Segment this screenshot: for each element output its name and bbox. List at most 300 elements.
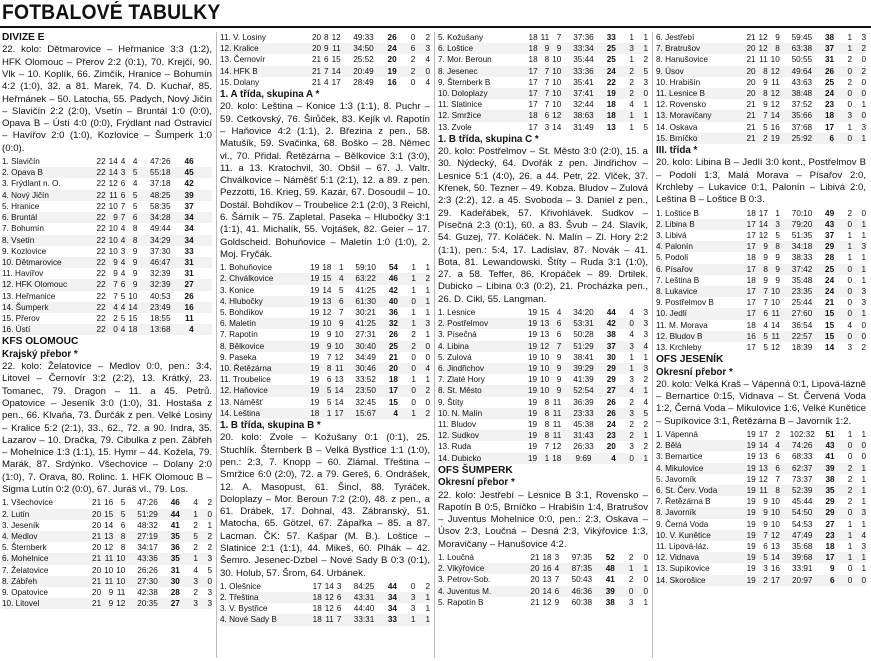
- losses: 7: [338, 307, 344, 317]
- team-name: 5. Šternberk: [2, 543, 47, 553]
- team-name: 3. Jeseník: [2, 520, 40, 530]
- table-row: [2, 268, 212, 279]
- wins: 1: [322, 408, 334, 419]
- score: 37:36: [573, 33, 594, 42]
- table-row: [220, 262, 430, 273]
- table-row: [2, 212, 212, 223]
- points: 24: [821, 88, 838, 99]
- losses: 9: [132, 269, 138, 279]
- draws: 3: [121, 167, 129, 178]
- losses: 6: [556, 330, 562, 340]
- score: 32:45: [355, 397, 376, 407]
- losses: 6: [128, 212, 140, 223]
- points: 18: [388, 375, 398, 385]
- team-name: 9. Opatovice: [2, 587, 48, 597]
- losses: 9: [771, 264, 783, 275]
- wins: 11: [104, 553, 116, 564]
- points: 22: [606, 77, 616, 87]
- bonus-a: 1: [838, 241, 852, 252]
- wins: 5: [759, 331, 771, 342]
- bonus-b: 2: [643, 55, 648, 65]
- score: 40:53: [150, 291, 171, 301]
- bonus-b: 3: [634, 318, 648, 329]
- losses: 14: [334, 385, 346, 396]
- losses: 14: [771, 552, 783, 563]
- bonus-a: 1: [620, 363, 634, 374]
- wins: 9: [763, 497, 768, 507]
- table-row: [220, 32, 430, 43]
- wins: 6: [541, 110, 553, 121]
- bonus-b: 1: [861, 519, 866, 529]
- points: 15: [388, 397, 398, 407]
- score: 37:41: [564, 88, 602, 99]
- table-row: [2, 156, 212, 167]
- team-name: 6. Jestřebí: [656, 33, 695, 42]
- team-name: 12. Vidnava: [656, 552, 747, 563]
- losses: 4: [132, 179, 138, 189]
- points: 43: [821, 219, 838, 230]
- matches-played: 17: [529, 66, 541, 77]
- matches-played: 19: [527, 375, 538, 385]
- points: 41: [170, 520, 180, 530]
- matches-played: 19: [527, 330, 538, 340]
- losses: 4: [334, 273, 346, 284]
- losses: 6: [336, 604, 342, 614]
- points: 39: [822, 463, 839, 474]
- bonus-b: 1: [852, 133, 866, 144]
- bonus-b: 0: [643, 553, 648, 563]
- team-name: 14. Dubicko: [438, 453, 528, 464]
- points: 16: [180, 302, 197, 313]
- draws: 6: [120, 179, 126, 189]
- wins: 8: [540, 430, 552, 441]
- matches-played: 19: [747, 440, 759, 451]
- wins: 6: [324, 55, 329, 65]
- losses: 17: [331, 77, 341, 87]
- score: 35:41: [573, 77, 594, 87]
- wins: 5: [763, 122, 768, 132]
- bonus-a: 2: [193, 587, 198, 597]
- table-row: [656, 275, 866, 286]
- score: 61:30: [347, 296, 385, 307]
- table-row: [220, 385, 430, 396]
- losses: 12: [771, 66, 783, 77]
- score: 49:44: [150, 224, 171, 234]
- bonus-b: 1: [634, 385, 648, 396]
- team-name: 6. St. Červ. Voda: [656, 485, 747, 496]
- team-name: 13. Černovír: [220, 55, 266, 65]
- points: 48: [601, 563, 618, 574]
- bonus-b: 5: [643, 122, 648, 132]
- team-name: 10. V. Kunětice: [656, 530, 747, 541]
- table-row: [656, 77, 866, 88]
- bonus-b: 5: [207, 565, 212, 575]
- bonus-a: 1: [620, 110, 634, 121]
- losses: 9: [775, 275, 780, 285]
- bonus-b: 1: [643, 597, 648, 607]
- matches-played: 19: [310, 375, 320, 385]
- match-results-text: 22. kolo: Želatovice – Medlov 0:0, pen.: 3:4, Litovel – Černovír 3:2 (2:2), 13. Krátký, 23. Tomanec, 79. Dragon – 11. a 45. Petrů. Opatovice – Jeseník 3:0 (1:0), 31. Hostaša z pen., 66. Klvaňa, 73. Ďurčák z pen. Velké Losiny – Kralice 5:2 (2:1), 33., 62., 72. a 90. Indra, 35. Lazarov – 10. Dračka, 79. Cibulka z pen. Zábřeh – Mohelnice 1:3 (1:1), 15. Hymr – 44. Kožela, 79. Marák, 87. Srdýnko. Všechovice – Dolany 2:0 (1:0), 7. Orava, 80. Rolinc. 1. HFK Olomouc B – Sigma Lutín 0:2 (0:0), 67. Juráš vl., 79. Los.: [2, 361, 212, 495]
- losses: 17: [771, 575, 783, 586]
- points: 21: [388, 352, 398, 362]
- wins: 8: [324, 33, 329, 42]
- score: 30:46: [347, 363, 385, 374]
- score: 18:39: [791, 342, 813, 352]
- bonus-a: 2: [628, 575, 634, 585]
- matches-played: 18: [746, 275, 756, 285]
- score: 35:68: [792, 542, 813, 552]
- bonus-a: 1: [619, 563, 634, 574]
- table-row: [656, 485, 866, 496]
- points: 46: [184, 157, 194, 167]
- bonus-a: 0: [411, 352, 416, 362]
- team-name: 6. Jindřichov: [438, 363, 528, 374]
- matches-played: 19: [746, 452, 756, 462]
- matches-played: 19: [310, 285, 320, 295]
- losses: 9: [128, 279, 140, 290]
- points: 16: [387, 77, 397, 87]
- bonus-b: 3: [861, 33, 866, 42]
- match-results-text: 22. kolo: Dětmarovice – Heřmanice 3:3 (1:2), HFK Olomouc – Přerov 2:2 (0:1), 70. Krejčí, 90. Vlk – 10. Koplík, 66. Zimčík, Hranice – Bohumín 4:2 (1:0), 32. a 81. Marek, 74. D. Kuchař, 85. Heřmánek – 50. Latocha, 55. Padych, Nový Jičín – Slavičín 2:2 (2:0), Vsetín – Bruntál 1:0 (0:0), Opava B – Ústí 4:0 (0:0), Frýdlant nad Ostravicí – Havířov 2:0 (1:0), Kozlovice – Šumperk 1:0 (0:0).: [2, 44, 212, 154]
- team-name: 15. Přerov: [2, 313, 40, 323]
- table-row: [656, 88, 866, 99]
- wins: 12: [758, 230, 768, 240]
- bonus-b: 4: [416, 363, 430, 374]
- standings-table: [2, 497, 212, 609]
- team-name: 10. Doloplazy: [438, 88, 529, 99]
- losses: 3: [336, 581, 342, 591]
- points: 19: [383, 66, 400, 77]
- score: 43:36: [128, 553, 166, 564]
- bonus-b: 1: [425, 263, 430, 273]
- bonus-a: 2: [620, 430, 634, 441]
- points: 27: [167, 598, 184, 609]
- points: 27: [825, 519, 835, 529]
- losses: 9: [556, 352, 562, 362]
- score: 37:42: [783, 264, 821, 275]
- bonus-b: 4: [425, 77, 430, 87]
- bonus-a: 1: [847, 230, 853, 240]
- points: 4: [180, 324, 197, 335]
- matches-played: 20: [92, 520, 102, 530]
- points: 26: [821, 66, 838, 77]
- team-name: 14. Skorošice: [656, 575, 747, 586]
- matches-played: 20: [312, 43, 324, 54]
- matches-played: 19: [310, 307, 320, 317]
- bonus-a: [198, 324, 212, 335]
- table-row: [2, 542, 212, 553]
- matches-played: 22: [97, 324, 109, 335]
- score: 34:50: [344, 43, 383, 54]
- table-row: [438, 88, 648, 99]
- score: 27:31: [355, 330, 376, 340]
- matches-played: 17: [746, 230, 756, 240]
- score: 55:18: [140, 167, 180, 178]
- score: 34:49: [355, 352, 376, 362]
- score: 37:68: [791, 122, 813, 132]
- matches-played: 21: [746, 33, 756, 42]
- competition-title: III. třída *: [656, 145, 698, 157]
- bonus-b: 1: [415, 614, 430, 625]
- wins: 2: [759, 133, 771, 144]
- bonus-b: 1: [415, 592, 430, 603]
- points: 29: [822, 507, 839, 518]
- score: 59:45: [791, 33, 813, 42]
- bonus-b: 0: [861, 208, 866, 218]
- team-name: 8. Vsetín: [2, 235, 97, 246]
- table-row: [438, 374, 648, 385]
- bonus-a: 4: [629, 100, 634, 110]
- losses: 10: [334, 330, 344, 340]
- matches-played: 21: [746, 110, 758, 121]
- points: 29: [821, 241, 838, 252]
- score: 35:44: [573, 55, 594, 65]
- bonus-a: 0: [410, 33, 416, 42]
- losses: 9: [132, 246, 138, 256]
- bonus-a: 0: [838, 264, 852, 275]
- wins: 15: [540, 307, 550, 317]
- team-name: 12. Kralice: [220, 43, 312, 54]
- bonus-a: [198, 246, 212, 257]
- team-name: 15. Brníčko: [656, 133, 746, 144]
- match-results-text: 20. kolo: Zvole – Kožušany 0:1 (0:1), 25. Stuchlík. Šternberk B – Velká Bystřice 1:1 (1:0), pen.: 2:3, 7. Knopp – 60. Zlámal. Třeština – Smržice 6:0 (2:0), 72. a 79. Gereš, 6. Ondrášek, 12. A. Masopust, 61. Šincl, 88. Tyráček. Doloplazy – Mor. Beroun 7:2 (2:0), 48. z pen., a 61. Drábek, 17. Dohnal, 43. Zábranský, 51. Matocha, 65. Götzel, 67. Zápařka – 85. a 87. Lacman. ČK: 57. Kašpar (M. B.). Loštice – Slatinice 2:1 (1:1), 44. Mikeš, 60. Plhák – 42. Šemro. Jesenec-Dzbel – Nové Sady B 0:3 (0:1), 30. Holub, 57. Šrom, 64. Urbánek.: [220, 432, 430, 579]
- wins: 3: [544, 122, 550, 132]
- score: 58:35: [150, 201, 171, 211]
- bonus-b: 1: [425, 604, 430, 614]
- team-name: 5. Podolí: [656, 253, 689, 263]
- wins: 9: [759, 241, 771, 252]
- matches-played: 18: [746, 208, 756, 218]
- wins: 8: [544, 55, 550, 65]
- points: 24: [606, 420, 616, 430]
- team-name: 9. Kozlovice: [2, 246, 47, 256]
- wins: 14: [324, 581, 334, 591]
- team-name: 5. Javorník: [656, 474, 697, 484]
- team-name: 11. Lipová-láz.: [656, 542, 709, 552]
- score: 23:49: [140, 302, 180, 313]
- team-name: 5. Zulová: [438, 352, 472, 362]
- bonus-a: [198, 291, 212, 302]
- competition-title: 1. B třída, skupina C *: [438, 133, 539, 145]
- team-name: 11. Troubelice: [220, 375, 271, 385]
- bonus-a: 3: [620, 341, 634, 352]
- wins: 10: [540, 375, 550, 385]
- matches-played: 22: [96, 224, 106, 234]
- matches-played: 17: [529, 88, 541, 99]
- table-row: [220, 77, 430, 88]
- bonus-b: 1: [861, 474, 866, 484]
- matches-played: 21: [530, 553, 540, 563]
- table-row: [438, 385, 648, 396]
- wins: 8: [759, 88, 771, 99]
- team-name: 1. Loštice B: [656, 208, 699, 218]
- matches-played: 22: [96, 179, 106, 189]
- matches-played: 20: [92, 565, 102, 575]
- wins: 14: [759, 440, 771, 451]
- matches-played: 20: [92, 509, 104, 520]
- team-name: 3. Písečná: [438, 330, 477, 340]
- points: 44: [387, 581, 397, 591]
- team-name: 3. Frýdlant n. O.: [2, 179, 61, 189]
- team-name: 4. Hlubočky: [220, 296, 310, 307]
- table-row: [2, 520, 212, 531]
- losses: 10: [771, 286, 783, 297]
- bonus-a: [198, 178, 212, 189]
- column-1: [2, 32, 212, 658]
- bonus-b: 0: [415, 66, 430, 77]
- bonus-b: 1: [852, 264, 866, 275]
- bonus-b: 3: [416, 318, 430, 329]
- wins: 12: [324, 604, 334, 614]
- team-name: 7. Řetězárna B: [656, 497, 711, 507]
- wins: 7: [541, 88, 553, 99]
- matches-played: 22: [96, 246, 106, 256]
- points: 34: [180, 212, 197, 223]
- matches-played: 22: [96, 291, 106, 301]
- wins: 9: [763, 275, 768, 285]
- table-row: [656, 122, 866, 133]
- table-row: [438, 110, 648, 121]
- losses: 6: [334, 296, 346, 307]
- points: 33: [606, 33, 616, 42]
- points: 23: [822, 530, 839, 541]
- team-name: 9. Šternberk B: [438, 77, 491, 87]
- losses: 8: [120, 543, 126, 553]
- table-row: [656, 440, 866, 451]
- bonus-b: 3: [415, 43, 430, 54]
- bonus-b: 1: [425, 285, 430, 295]
- matches-played: 21: [92, 531, 104, 542]
- matches-played: 16: [747, 331, 759, 342]
- matches-played: 19: [310, 263, 320, 273]
- matches-played: 22: [97, 235, 109, 246]
- score: 25:92: [783, 133, 821, 144]
- table-row: [438, 43, 648, 54]
- bonus-b: 1: [861, 275, 866, 285]
- points: 15: [821, 308, 838, 319]
- losses: 10: [552, 66, 564, 77]
- team-name: 1. Lesnice: [438, 307, 476, 317]
- team-name: 10. Řetězárna: [220, 363, 310, 374]
- wins: 11: [540, 33, 550, 42]
- score: 59:10: [355, 263, 376, 273]
- points: 34: [180, 235, 197, 246]
- losses: 12: [552, 110, 564, 121]
- bonus-b: 1: [634, 43, 648, 54]
- table-row: [438, 552, 648, 563]
- wins: 5: [326, 397, 332, 407]
- matches-played: 21: [312, 66, 324, 77]
- bonus-a: 1: [411, 285, 416, 295]
- bonus-a: 0: [839, 575, 853, 586]
- bonus-a: 0: [838, 219, 852, 230]
- bonus-b: 2: [416, 385, 430, 396]
- bonus-b: 1: [852, 552, 866, 563]
- wins: 10: [108, 246, 118, 256]
- bonus-a: 1: [629, 33, 634, 42]
- wins: 10: [540, 385, 552, 396]
- bonus-a: 2: [839, 485, 853, 496]
- bonus-b: 1: [425, 330, 430, 340]
- matches-played: 19: [528, 363, 540, 374]
- score: 45:44: [792, 497, 813, 507]
- bonus-b: 0: [852, 331, 866, 342]
- matches-played: 19: [746, 542, 756, 552]
- table-row: [438, 563, 648, 574]
- table-row: [2, 302, 212, 313]
- team-name: 4. Libina: [438, 341, 528, 352]
- wins: 13: [540, 318, 552, 329]
- losses: 14: [334, 397, 344, 407]
- points: 38: [824, 33, 835, 42]
- table-row: [2, 190, 212, 201]
- bonus-a: 2: [847, 55, 853, 65]
- table-row: [438, 597, 648, 608]
- score: 49:33: [353, 33, 374, 42]
- score: 41:25: [347, 318, 385, 329]
- standings-table: [220, 262, 430, 419]
- bonus-a: 2: [629, 397, 634, 407]
- bonus-a: 3: [628, 597, 634, 607]
- wins: 17: [758, 430, 768, 440]
- points: 49: [825, 208, 835, 218]
- matches-played: 17: [528, 100, 538, 110]
- team-name: 12. Bludov B: [656, 331, 747, 342]
- matches-played: 22: [97, 190, 109, 201]
- bonus-b: 2: [198, 531, 212, 542]
- team-name: 8. St. Město: [438, 385, 528, 396]
- team-name: 3. V. Bystřice: [220, 604, 268, 614]
- table-row: [656, 264, 866, 275]
- section-heading: DIVIZE E: [2, 32, 45, 43]
- bonus-b: 3: [643, 307, 648, 317]
- score: 53:31: [564, 318, 602, 329]
- wins: 12: [325, 592, 337, 603]
- bonus-b: 1: [633, 563, 648, 574]
- matches-played: 22: [97, 257, 109, 268]
- table-row: [438, 318, 648, 329]
- losses: 10: [116, 553, 128, 564]
- points: 31: [824, 55, 835, 65]
- team-name: 11. V. Losiny: [220, 33, 266, 42]
- matches-played: 21: [311, 55, 322, 65]
- bonus-a: 2: [629, 420, 634, 430]
- points: 21: [825, 298, 835, 308]
- team-name: 14. Šumperk: [2, 302, 97, 313]
- losses: 9: [128, 257, 140, 268]
- points: 6: [822, 575, 839, 586]
- bonus-a: 2: [847, 497, 853, 507]
- score: 43:31: [344, 592, 383, 603]
- wins: 10: [540, 352, 550, 362]
- bonus-a: 0: [847, 452, 853, 462]
- bonus-b: 2: [425, 33, 430, 42]
- bonus-a: 0: [411, 397, 416, 407]
- matches-played: 17: [747, 308, 759, 319]
- bonus-a: 4: [629, 307, 634, 317]
- bonus-b: 3: [643, 330, 648, 340]
- bonus-b: 1: [861, 497, 866, 507]
- bonus-b: 0: [861, 77, 866, 87]
- section-heading: OFS JESENÍK: [656, 354, 724, 366]
- bonus-a: 3: [184, 598, 198, 609]
- wins: 6: [759, 308, 771, 319]
- bonus-b: 3: [643, 77, 648, 87]
- team-name: 6. Loštice: [438, 43, 529, 54]
- bonus-b: 1: [852, 485, 866, 496]
- wins: 5: [759, 552, 771, 563]
- bonus-b: 0: [852, 88, 866, 99]
